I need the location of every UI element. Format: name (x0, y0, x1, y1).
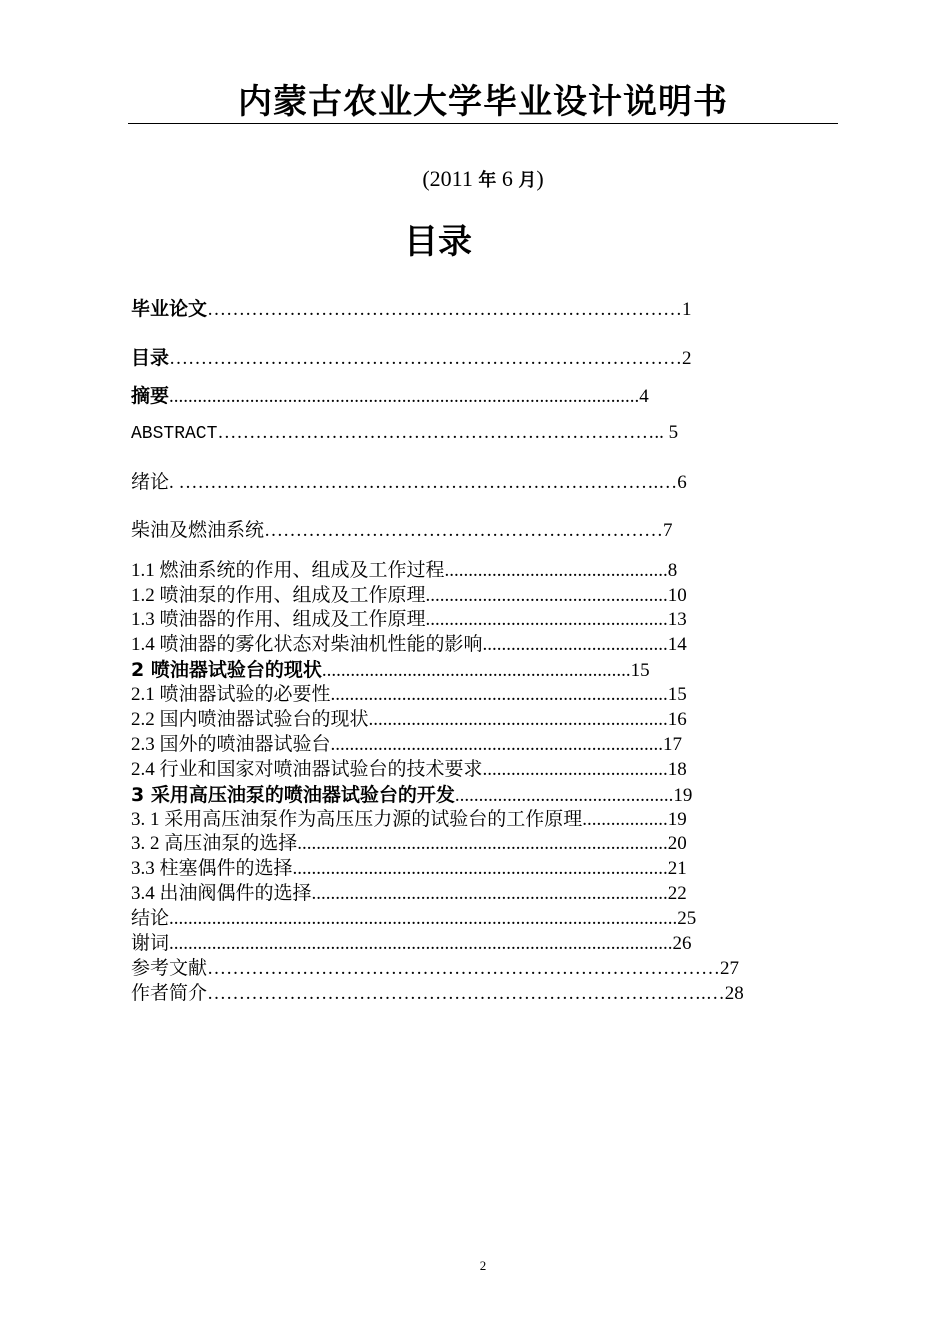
toc-entry-page: 2 (682, 348, 692, 369)
toc-entry-label: 目录 (131, 347, 170, 369)
toc-entry-page: 25 (677, 908, 697, 929)
toc-entry-leader: …………………………………………………………………….… (207, 983, 725, 1004)
toc-entry-leader: ............................................................... (368, 709, 668, 730)
toc-entry-page: 28 (724, 983, 744, 1004)
toc-entry (131, 907, 696, 931)
toc-entry (131, 683, 687, 707)
toc-entry (131, 633, 687, 657)
toc-entry-label: ABSTRACT (131, 424, 218, 444)
toc-entry-leader: ………………………………………………………………… (207, 299, 683, 320)
toc-entry-leader: ……………………………………………………………………… (169, 348, 683, 369)
toc-entry-label: 3.4 出油阀偶件的选择 (131, 883, 312, 904)
date-close: ) (536, 166, 544, 191)
toc-entry-label: 1.4 喷油器的雾化状态对柴油机性能的影响 (131, 634, 483, 655)
toc-entry-page: 14 (667, 634, 687, 655)
toc-entry (131, 421, 678, 446)
toc-entry-label: 2 喷油器试验台的现状 (131, 659, 322, 681)
title-underline (128, 123, 838, 124)
toc-entry-label: 2.3 国外的喷油器试验台 (131, 734, 331, 755)
toc-entry-page: 5 (663, 422, 679, 443)
toc-entry-label: 谢词 (131, 933, 170, 954)
toc-entry-label: 3. 1 采用高压油泵作为高压压力源的试验台的工作原理 (131, 809, 583, 830)
toc-entry-leader: ....................................... (482, 759, 668, 780)
toc-entry (131, 808, 687, 832)
toc-entry-leader: ........................................................................... (311, 883, 668, 904)
toc-entry-label: 参考文献 (131, 958, 208, 979)
toc-entry-label: 作者简介 (131, 983, 208, 1004)
toc-entry-label: 2.4 行业和国家对喷油器试验台的技术要求 (131, 759, 483, 780)
toc-entry (131, 658, 650, 683)
toc-entry-leader: ........................................................................................................... (169, 908, 678, 929)
toc-entry-label: 1.2 喷油泵的作用、组成及工作原理 (131, 585, 426, 606)
toc-entry-label: 2.1 喷油器试验的必要性 (131, 684, 331, 705)
toc-entry-label: 摘要 (131, 385, 170, 407)
toc-entry-leader: ................................................... (425, 609, 668, 630)
toc-entry (131, 708, 687, 732)
toc-entry-page: 7 (663, 520, 673, 541)
toc-entry-leader: ………………………………………………… (302, 520, 664, 541)
toc-entry-leader: ……………………………………………………………………… (207, 958, 721, 979)
toc-entry (131, 471, 687, 495)
toc-entry-page: 16 (667, 709, 687, 730)
date-month-char: 月 (518, 170, 537, 191)
toc-entry (131, 584, 687, 608)
toc-entry-leader: .............................................................................. (297, 833, 668, 854)
date-year-char: 年 (478, 170, 497, 191)
toc-entry-page: 15 (667, 684, 687, 705)
toc-entry (131, 346, 692, 371)
toc-title: 目录 (404, 222, 472, 262)
toc-entry-label: 3. 2 高压油泵的选择 (131, 833, 298, 854)
toc-entry-leader: ................................................... (425, 585, 668, 606)
toc-entry (131, 758, 687, 782)
document-title: 内蒙古农业大学毕业设计说明书 (238, 82, 728, 122)
toc-entry-label: 柴油及燃油系统…… (131, 520, 303, 541)
toc-entry-label: 毕业论文 (131, 298, 208, 320)
toc-entry-page: 20 (667, 833, 687, 854)
toc-entry (131, 982, 744, 1006)
toc-entry-page: 27 (720, 958, 740, 979)
toc-entry (131, 832, 687, 856)
toc-entry-label: 3 采用高压油泵的喷油器试验台的开发 (131, 784, 455, 806)
toc-entry-page: 6 (677, 472, 687, 493)
toc-entry (131, 384, 649, 409)
date-line (128, 163, 838, 197)
toc-entry-page: 21 (667, 858, 687, 879)
page-number: 2 (479, 1258, 487, 1273)
toc-entry-page: 1 (682, 299, 692, 320)
toc-entry-page: 17 (663, 734, 683, 755)
toc-entry-label: 绪论. (131, 472, 179, 493)
toc-entry-label: 1.1 燃油系统的作用、组成及工作过程 (131, 560, 445, 581)
toc-entry (131, 957, 739, 981)
toc-entry (131, 608, 687, 632)
toc-entry-label: 1.3 喷油器的作用、组成及工作原理 (131, 609, 426, 630)
toc-entry-leader: .......................................................................................................... (169, 933, 673, 954)
toc-entry-leader: ............................................................................... (292, 858, 668, 879)
toc-entry-leader: …………………………………………………………….. (217, 422, 664, 443)
toc-entry-leader: ....................................... (482, 634, 668, 655)
toc-entry-page: 8 (667, 560, 678, 581)
toc-entry (131, 559, 677, 583)
toc-entry-page: 13 (667, 609, 687, 630)
toc-entry-page: 26 (672, 933, 692, 954)
toc-entry-leader: ................................................................. (321, 660, 631, 681)
toc-entry-leader: ………………………………………………………………….… (178, 472, 678, 493)
toc-entry-leader: ...................................................................... (330, 734, 664, 755)
toc-entry (131, 519, 673, 543)
toc-entry-leader: .................. (582, 809, 668, 830)
toc-entry-page: 4 (639, 386, 649, 407)
toc-entry (131, 297, 692, 322)
toc-entry-leader: ................................................................................................... (169, 386, 640, 407)
toc-entry (131, 882, 687, 906)
toc-entry (131, 783, 692, 808)
toc-entry-label: 结论 (131, 908, 170, 929)
toc-entry-label: 3.3 柱塞偶件的选择 (131, 858, 293, 879)
toc-entry (131, 733, 682, 757)
toc-entry-page: 15 (630, 660, 650, 681)
toc-entry-page: 18 (667, 759, 687, 780)
toc-entry-page: 19 (673, 785, 693, 806)
toc-entry (131, 932, 692, 956)
toc-entry-label: 2.2 国内喷油器试验台的现状 (131, 709, 369, 730)
date-month-number: 6 (496, 166, 519, 191)
toc-entry-leader: ....................................................................... (330, 684, 668, 705)
toc-entry-leader: .............................................. (454, 785, 674, 806)
toc-entry (131, 857, 687, 881)
toc-entry-page: 22 (667, 883, 687, 904)
toc-entry-leader: ............................................... (444, 560, 668, 581)
toc-entry-page: 10 (667, 585, 687, 606)
toc-entry-page: 19 (667, 809, 687, 830)
date-open: (2011 (422, 166, 479, 191)
